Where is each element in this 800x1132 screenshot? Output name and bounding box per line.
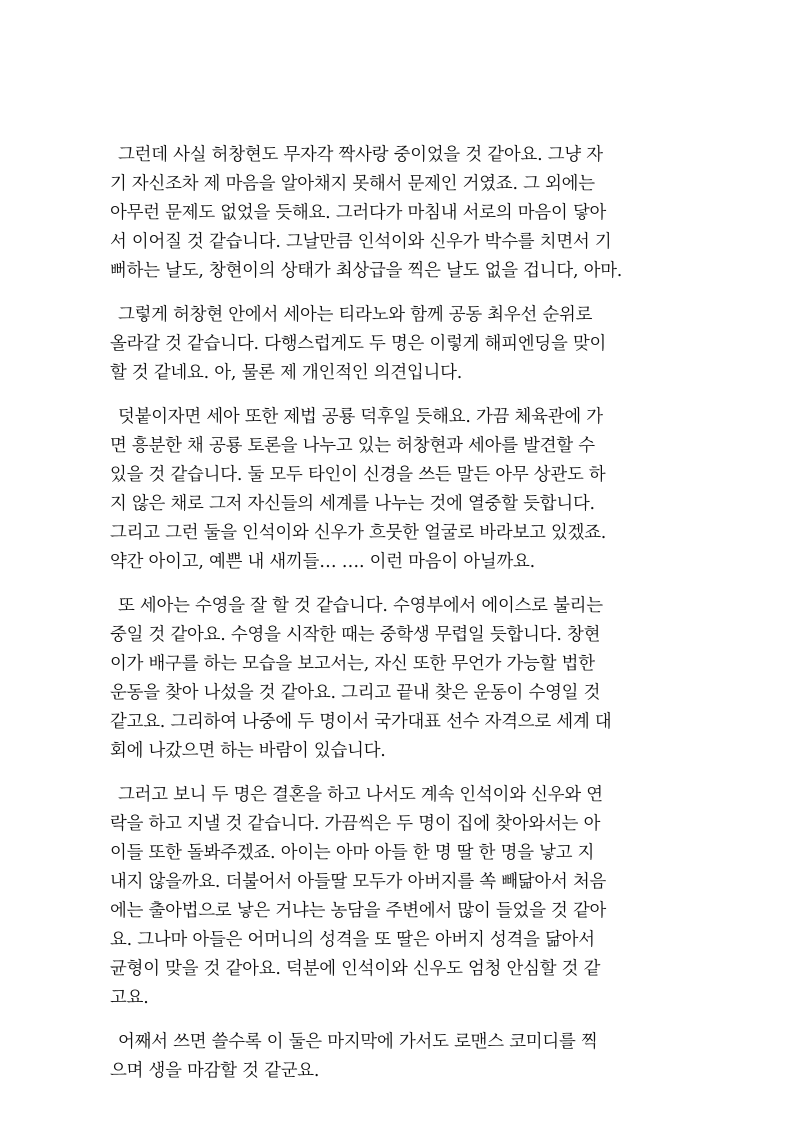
paragraph-1 bbox=[110, 141, 708, 286]
text-line: 면 흥분한 채 공룡 토론을 나누고 있는 허창현과 세아를 발견할 수 bbox=[110, 436, 595, 456]
text-line: 그리고 그런 둘을 인석이와 신우가 흐뭇한 얼굴로 바라보고 있겠죠. bbox=[110, 523, 607, 543]
text-line: 그러고 보니 두 명은 결혼을 하고 나서도 계속 인석이와 신우와 연 bbox=[118, 785, 603, 805]
text-line: 고요. bbox=[110, 988, 149, 1008]
text-line: 있을 것 같습니다. 둘 모두 타인이 신경을 쓰든 말든 아무 상관도 하 bbox=[110, 465, 606, 485]
text-line: 덧붙이자면 세아 또한 제법 공룡 덕후일 듯해요. 가끔 체육관에 가 bbox=[118, 407, 603, 427]
text-line: 균형이 맞을 것 같아요. 덕분에 인석이와 신우도 엄청 안심할 것 같 bbox=[110, 959, 601, 979]
text-line: 지 않은 채로 그저 자신들의 세계를 나누는 것에 열중할 듯합니다. bbox=[110, 494, 595, 514]
text-line: 서 이어질 것 같습니다. 그날만큼 인석이와 신우가 박수를 치면서 기 bbox=[110, 232, 612, 252]
text-line: 약간 아이고, 예쁜 내 새끼들… …. 이런 마음이 아닐까요. bbox=[110, 552, 535, 572]
paragraph-5 bbox=[110, 781, 708, 1013]
text-line: 요. 그나마 아들은 어머니의 성격을 또 딸은 아버지 성격을 닮아서 bbox=[110, 930, 595, 950]
text-line: 올라갈 것 같습니다. 다행스럽게도 두 명은 이렇게 해피엔딩을 맞이 bbox=[110, 334, 607, 354]
paragraph-3 bbox=[110, 403, 708, 577]
text-line: 중일 것 같아요. 수영을 시작한 때는 중학생 무렵일 듯합니다. 창현 bbox=[110, 625, 601, 645]
text-line: 할 것 같네요. 아, 물론 제 개인적인 의견입니다. bbox=[110, 363, 463, 383]
text-line: 내지 않을까요. 더불어서 아들딸 모두가 아버지를 쏙 빼닮아서 처음 bbox=[110, 872, 607, 892]
text-line: 에는 출아법으로 낳은 거냐는 농담을 주변에서 많이 들었을 것 같아 bbox=[110, 901, 607, 921]
text-line: 그렇게 허창현 안에서 세아는 티라노와 함께 공동 최우선 순위로 bbox=[118, 305, 593, 325]
text-line: 회에 나갔으면 하는 바람이 있습니다. bbox=[110, 741, 386, 761]
text-line: 그런데 사실 허창현도 무자각 짝사랑 중이었을 것 같아요. 그냥 자 bbox=[118, 145, 603, 165]
text-line: 으며 생을 마감할 것 같군요. bbox=[110, 1061, 320, 1081]
text-line: 기 자신조차 제 마음을 알아채지 못해서 문제인 거였죠. 그 외에는 bbox=[110, 174, 595, 194]
text-line: 또 세아는 수영을 잘 할 것 같습니다. 수영부에서 에이스로 불리는 bbox=[118, 596, 603, 616]
paragraph-2 bbox=[110, 301, 708, 388]
text-line: 같고요. 그리하여 나중에 두 명이서 국가대표 선수 자격으로 세계 대 bbox=[110, 712, 612, 732]
text-line: 아무런 문제도 없었을 듯해요. 그러다가 마침내 서로의 마음이 닿아 bbox=[110, 203, 607, 223]
text-line: 운동을 찾아 나섰을 것 같아요. 그리고 끝내 찾은 운동이 수영일 것 bbox=[110, 683, 601, 703]
text-line: 락을 하고 지낼 것 같습니다. 가끔씩은 두 명이 집에 찾아와서는 아 bbox=[110, 814, 601, 834]
text-line: 어째서 쓰면 쓸수록 이 둘은 마지막에 가서도 로맨스 코미디를 찍 bbox=[118, 1032, 598, 1052]
text-line: 뻐하는 날도, 창현이의 상태가 최상급을 찍은 날도 없을 겁니다, 아마. bbox=[110, 261, 623, 281]
text-line: 이들 또한 돌봐주겠죠. 아이는 아마 아들 한 명 딸 한 명을 낳고 지 bbox=[110, 843, 595, 863]
text-line: 이가 배구를 하는 모습을 보고서는, 자신 또한 무언가 가능할 법한 bbox=[110, 654, 595, 674]
document-body bbox=[110, 141, 708, 1101]
paragraph-6 bbox=[110, 1028, 708, 1086]
paragraph-4 bbox=[110, 592, 708, 766]
